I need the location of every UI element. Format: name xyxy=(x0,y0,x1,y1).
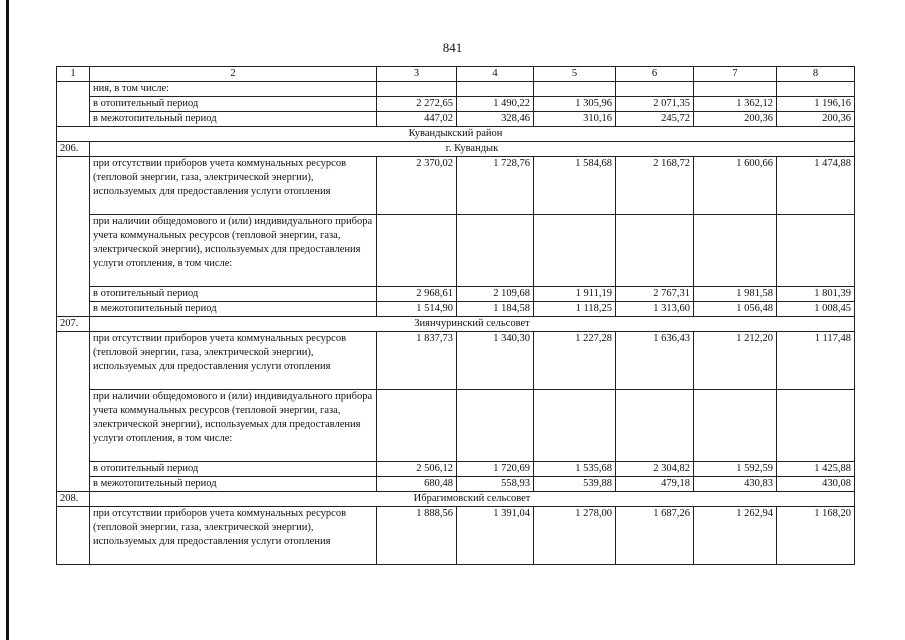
settlement-name: Ибрагимовский сельсовет xyxy=(90,492,855,507)
value-cell: 1 728,76 xyxy=(457,157,534,215)
row-label: в межотопительный период xyxy=(90,302,377,317)
entry-number: 206. xyxy=(57,142,90,157)
table-row xyxy=(57,287,855,302)
value-cell: 1 196,16 xyxy=(777,97,855,112)
header-row xyxy=(57,67,855,82)
value-cell: 1 535,68 xyxy=(534,462,616,477)
settlement-name: Зиянчуринский сельсовет xyxy=(90,317,855,332)
value-cell: 1 362,12 xyxy=(694,97,777,112)
value-cell: 1 313,60 xyxy=(616,302,694,317)
row-label: ния, в том числе: xyxy=(90,82,377,97)
value-cell: 1 340,30 xyxy=(457,332,534,390)
settlement-name: г. Кувандык xyxy=(90,142,855,157)
table-row xyxy=(57,332,855,390)
value-cell: 1 278,00 xyxy=(534,507,616,565)
tariff-table xyxy=(56,66,855,565)
value-cell: 1 592,59 xyxy=(694,462,777,477)
value-cell: 1 911,19 xyxy=(534,287,616,302)
table-row xyxy=(57,215,855,287)
table-row xyxy=(57,112,855,127)
entry-number: 207. xyxy=(57,317,90,332)
value-cell: 680,48 xyxy=(377,477,457,492)
value-cell: 1 391,04 xyxy=(457,507,534,565)
value-cell: 1 212,20 xyxy=(694,332,777,390)
header-cell: 1 xyxy=(57,67,90,82)
value-cell: 2 506,12 xyxy=(377,462,457,477)
value-cell: 1 262,94 xyxy=(694,507,777,565)
value-cell: 447,02 xyxy=(377,112,457,127)
row-label: в отопительный период xyxy=(90,287,377,302)
value-cell: 2 370,02 xyxy=(377,157,457,215)
value-cell: 1 008,45 xyxy=(777,302,855,317)
row-label: в межотопительный период xyxy=(90,112,377,127)
value-cell: 2 304,82 xyxy=(616,462,694,477)
row-number-cell xyxy=(57,157,90,317)
entry-number: 208. xyxy=(57,492,90,507)
table-row xyxy=(57,157,855,215)
value-cell: 2 272,65 xyxy=(377,97,457,112)
header-cell: 2 xyxy=(90,67,377,82)
value-cell: 479,18 xyxy=(616,477,694,492)
row-label: при отсутствии приборов учета коммунальных ресурсов (тепловой энергии, газа, электрической энергии), используемых для предоставления услуги отопления xyxy=(90,332,377,390)
header-cell: 3 xyxy=(377,67,457,82)
value-cell: 539,88 xyxy=(534,477,616,492)
table-row xyxy=(57,507,855,565)
value-cell: 200,36 xyxy=(694,112,777,127)
value-cell: 1 888,56 xyxy=(377,507,457,565)
settlement-row xyxy=(57,492,855,507)
header-cell: 7 xyxy=(694,67,777,82)
value-cell: 1 600,66 xyxy=(694,157,777,215)
row-number-cell xyxy=(57,82,90,127)
district-title: Кувандыкский район xyxy=(57,127,855,142)
table-row xyxy=(57,390,855,462)
value-cell: 1 227,28 xyxy=(534,332,616,390)
value-cell: 1 425,88 xyxy=(777,462,855,477)
value-cell: 430,08 xyxy=(777,477,855,492)
header-cell: 5 xyxy=(534,67,616,82)
value-cell: 1 490,22 xyxy=(457,97,534,112)
value-cell: 1 514,90 xyxy=(377,302,457,317)
table-row xyxy=(57,302,855,317)
value-cell: 1 981,58 xyxy=(694,287,777,302)
row-label: при наличии общедомового и (или) индивидуального прибора учета коммунальных ресурсов (тепловой энергии, газа, электрической энергии), используемых для предоставления услуги отопления, в том числе: xyxy=(90,215,377,287)
row-number-cell xyxy=(57,507,90,565)
table-row xyxy=(57,462,855,477)
value-cell: 1 056,48 xyxy=(694,302,777,317)
row-label: в межотопительный период xyxy=(90,477,377,492)
header-cell: 4 xyxy=(457,67,534,82)
value-cell: 310,16 xyxy=(534,112,616,127)
value-cell: 1 584,68 xyxy=(534,157,616,215)
value-cell: 2 168,72 xyxy=(616,157,694,215)
header-cell: 8 xyxy=(777,67,855,82)
value-cell: 2 109,68 xyxy=(457,287,534,302)
value-cell: 1 168,20 xyxy=(777,507,855,565)
value-cell: 1 801,39 xyxy=(777,287,855,302)
value-cell: 1 474,88 xyxy=(777,157,855,215)
value-cell: 1 184,58 xyxy=(457,302,534,317)
value-cell: 1 837,73 xyxy=(377,332,457,390)
value-cell: 2 071,35 xyxy=(616,97,694,112)
value-cell: 2 968,61 xyxy=(377,287,457,302)
table-row xyxy=(57,97,855,112)
value-cell: 1 117,48 xyxy=(777,332,855,390)
left-margin-rule xyxy=(6,0,9,640)
settlement-row xyxy=(57,317,855,332)
value-cell: 200,36 xyxy=(777,112,855,127)
row-label: при отсутствии приборов учета коммунальных ресурсов (тепловой энергии, газа, электрической энергии), используемых для предоставления услуги отопления xyxy=(90,507,377,565)
row-number-cell xyxy=(57,332,90,492)
row-label: в отопительный период xyxy=(90,97,377,112)
page-number: 841 xyxy=(442,40,463,55)
value-cell: 1 720,69 xyxy=(457,462,534,477)
row-label: в отопительный период xyxy=(90,462,377,477)
settlement-row xyxy=(57,142,855,157)
value-cell: 1 687,26 xyxy=(616,507,694,565)
table-row xyxy=(57,477,855,492)
row-label: при наличии общедомового и (или) индивидуального прибора учета коммунальных ресурсов (тепловой энергии, газа, электрической энергии), используемых для предоставления услуги отопления, в том числе: xyxy=(90,390,377,462)
value-cell: 328,46 xyxy=(457,112,534,127)
value-cell: 558,93 xyxy=(457,477,534,492)
value-cell: 1 118,25 xyxy=(534,302,616,317)
value-cell: 2 767,31 xyxy=(616,287,694,302)
table-row xyxy=(57,82,855,97)
district-row xyxy=(57,127,855,142)
value-cell: 1 636,43 xyxy=(616,332,694,390)
value-cell: 430,83 xyxy=(694,477,777,492)
header-cell: 6 xyxy=(616,67,694,82)
value-cell: 1 305,96 xyxy=(534,97,616,112)
value-cell: 245,72 xyxy=(616,112,694,127)
row-label: при отсутствии приборов учета коммунальных ресурсов (тепловой энергии, газа, электрической энергии), используемых для предоставления услуги отопления xyxy=(90,157,377,215)
